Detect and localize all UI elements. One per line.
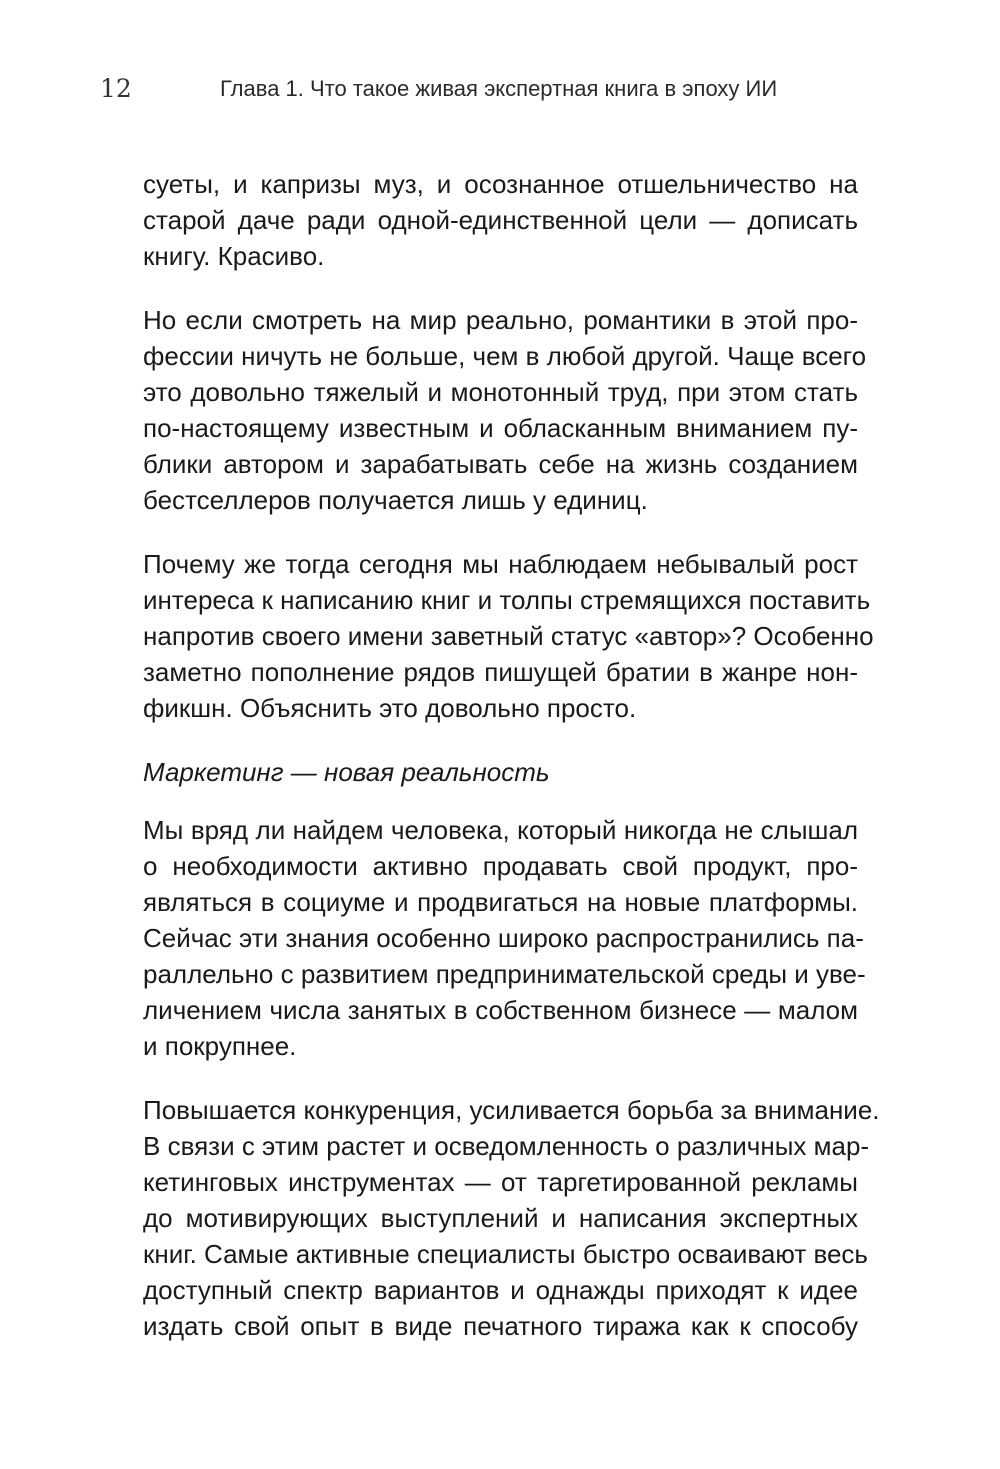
text-line: личением числа занятых в собственном бизнесе — малом bbox=[143, 995, 858, 1025]
paragraphs-after-subheading bbox=[143, 812, 880, 1344]
text-line: по-настоящему известным и обласканным вниманием пу- bbox=[143, 413, 858, 443]
paragraph bbox=[143, 302, 867, 518]
body-text bbox=[143, 166, 880, 1372]
text-line: о необходимости активно продавать свой продукт, про- bbox=[143, 851, 858, 881]
text-line: издать свой опыт в виде печатного тиража как к способу bbox=[143, 1311, 858, 1341]
paragraph bbox=[143, 1092, 880, 1344]
text-line: интереса к написанию книг и толпы стремящихся поставить bbox=[143, 585, 871, 615]
text-line: фикшн. Объяснить это довольно просто. bbox=[143, 693, 637, 723]
text-line: В связи с этим растет и осведомленность о различных мар- bbox=[143, 1131, 870, 1161]
running-header bbox=[100, 74, 860, 114]
text-line: это довольно тяжелый и монотонный труд, при этом стать bbox=[143, 377, 858, 407]
text-line: кетинговых инструментах — от таргетированной рекламы bbox=[143, 1167, 858, 1197]
text-line: бестселлеров получается лишь у единиц. bbox=[143, 485, 648, 515]
paragraphs-before-subheading bbox=[143, 166, 874, 726]
paragraph bbox=[143, 812, 866, 1064]
text-line: суеты, и капризы муз, и осознанное отшельничество на bbox=[143, 169, 858, 199]
text-line: блики автором и зарабатывать себе на жизнь созданием bbox=[143, 449, 858, 479]
paragraph bbox=[143, 546, 874, 726]
text-line: книг. Самые активные специалисты быстро осваивают весь bbox=[143, 1239, 868, 1269]
text-line: Мы вряд ли найдем человека, который никогда не слышал bbox=[143, 815, 858, 845]
text-line: фессии ничуть не больше, чем в любой другой. Чаще всего bbox=[143, 341, 867, 371]
text-line: Почему же тогда сегодня мы наблюдаем небывалый рост bbox=[143, 549, 858, 579]
text-line: заметно пополнение рядов пишущей братии в жанре нон- bbox=[143, 657, 858, 687]
page-number: 12 bbox=[100, 74, 132, 103]
text-line: Сейчас эти знания особенно широко распространились па- bbox=[143, 923, 864, 953]
text-line: старой даче ради одной-единственной цели — дописать bbox=[143, 205, 858, 235]
text-line: Но если смотреть на мир реально, романтики в этой про- bbox=[143, 305, 858, 335]
text-line: до мотивирующих выступлений и написания экспертных bbox=[143, 1203, 858, 1233]
paragraph bbox=[143, 166, 858, 274]
text-line: напротив своего имени заветный статус «автор»? Особенно bbox=[143, 621, 874, 651]
text-line: доступный спектр вариантов и однажды приходят к идее bbox=[143, 1275, 858, 1305]
text-line: книгу. Красиво. bbox=[143, 241, 325, 271]
text-line: являться в социуме и продвигаться на новые платформы. bbox=[143, 887, 858, 917]
text-line: раллельно с развитием предпринимательской среды и уве- bbox=[143, 959, 866, 989]
section-subheading: Маркетинг — новая реальность bbox=[143, 757, 550, 787]
chapter-title: Глава 1. Что такое живая экспертная книга в эпоху ИИ bbox=[220, 76, 778, 101]
text-line: и покрупнее. bbox=[143, 1031, 297, 1061]
text-line: Повышается конкуренция, усиливается борьба за внимание. bbox=[143, 1095, 880, 1125]
